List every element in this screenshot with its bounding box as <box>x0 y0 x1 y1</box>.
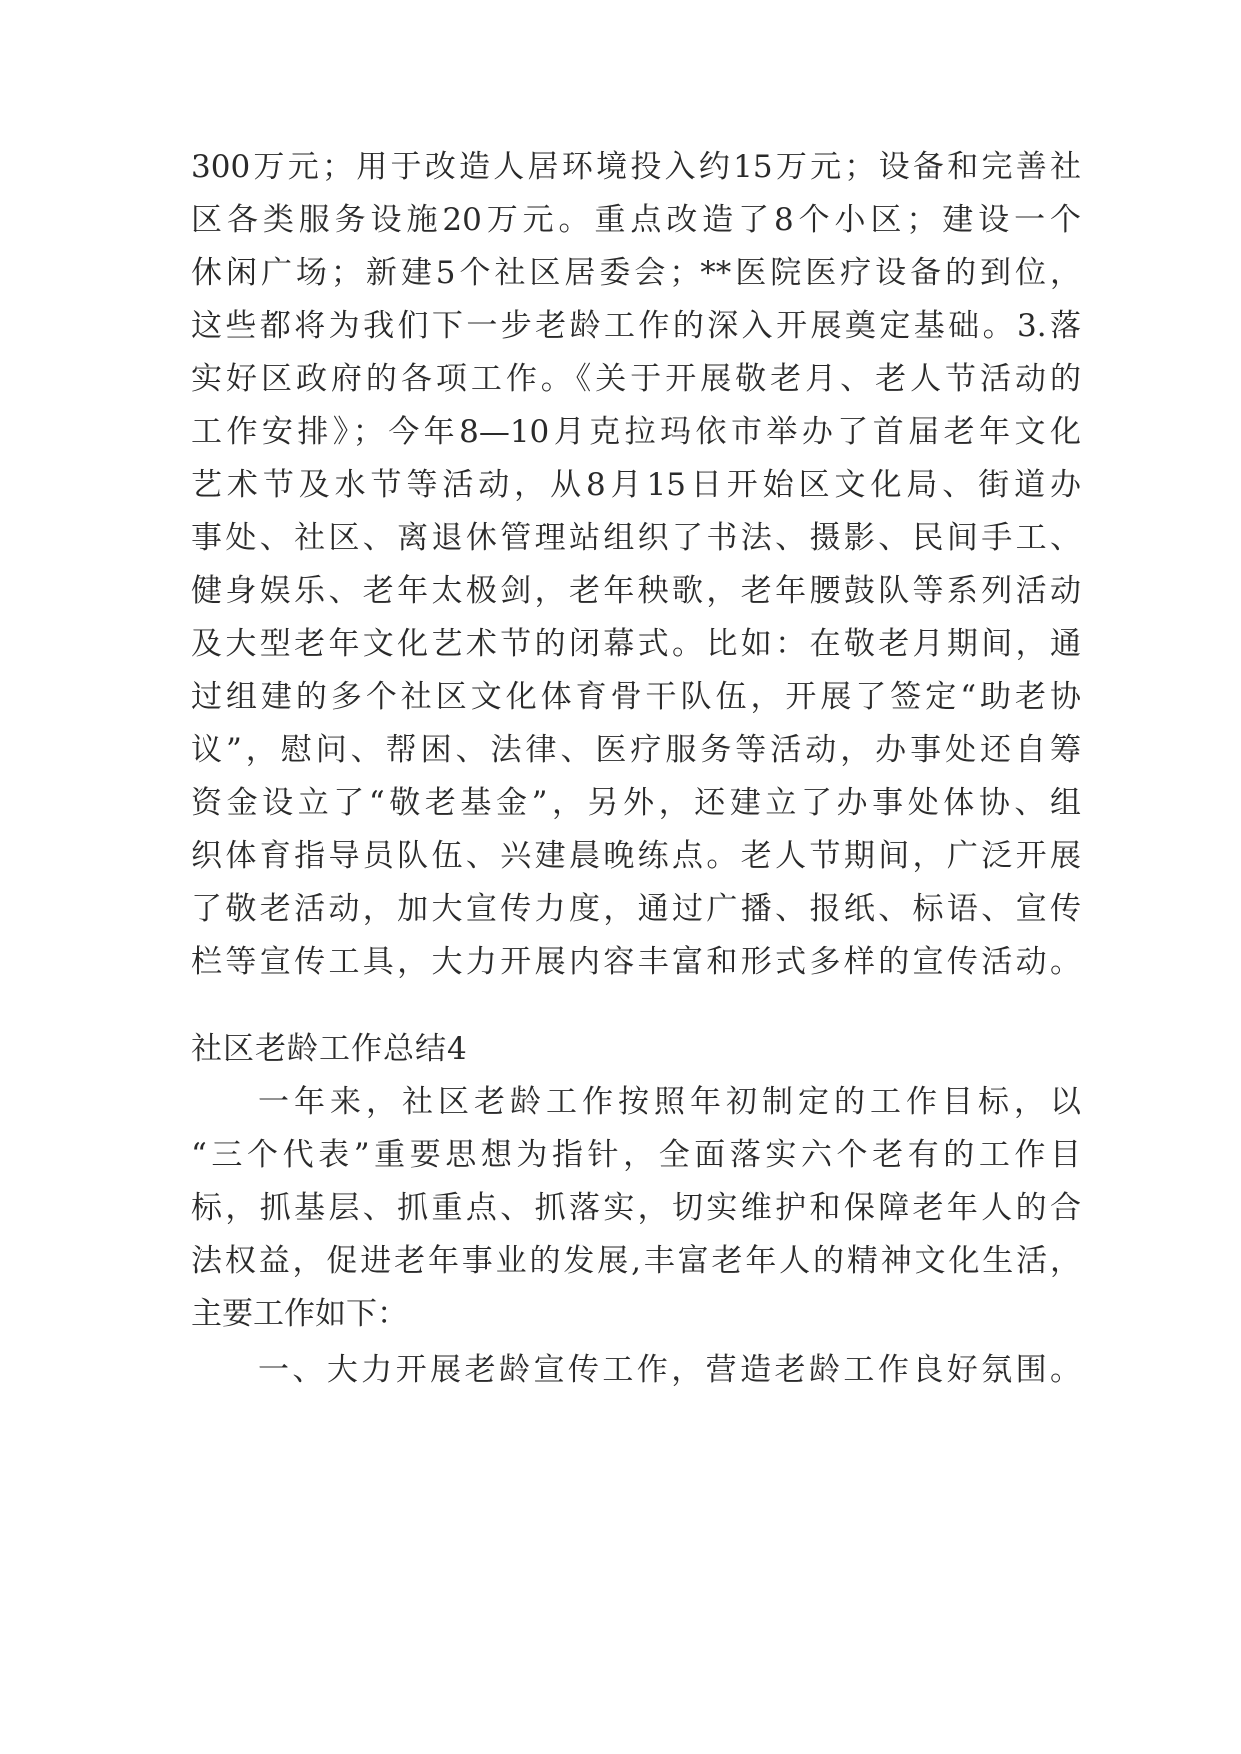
text-line: 休闲广场；新建5个社区居委会；**医院医疗设备的到位， <box>191 255 1081 291</box>
text-line: 事处、社区、离退休管理站组织了书法、摄影、民间手工、 <box>191 520 1081 556</box>
text-line: 栏等宣传工具，大力开展内容丰富和形式多样的宣传活动。 <box>191 944 1081 980</box>
text-line: 织体育指导员队伍、兴建晨晚练点。老人节期间，广泛开展 <box>191 838 1081 874</box>
text-line: 标，抓基层、抓重点、抓落实，切实维护和保障老年人的合 <box>191 1190 1081 1226</box>
text-line: 及大型老年文化艺术节的闭幕式。比如：在敬老月期间，通 <box>191 626 1081 662</box>
text-line: 主要工作如下： <box>191 1296 408 1332</box>
text-line: 资金设立了“敬老基金”，另外，还建立了办事处体协、组 <box>191 785 1081 821</box>
text-line: 健身娱乐、老年太极剑，老年秧歌，老年腰鼓队等系列活动 <box>191 573 1081 609</box>
text-line: 工作安排》；今年8—10月克拉玛依市举办了首届老年文化 <box>191 414 1081 450</box>
text-line: “三个代表”重要思想为指针，全面落实六个老有的工作目 <box>191 1137 1081 1173</box>
text-line: 实好区政府的各项工作。《关于开展敬老月、老人节活动的 <box>191 361 1081 397</box>
text-line: 区各类服务设施20万元。重点改造了8个小区；建设一个 <box>191 202 1081 238</box>
text-line: 一、大力开展老龄宣传工作，营造老龄工作良好氛围。 <box>258 1352 1081 1388</box>
text-line: 300万元；用于改造人居环境投入约15万元；设备和完善社 <box>191 149 1081 185</box>
text-line: 了敬老活动，加大宣传力度，通过广播、报纸、标语、宣传 <box>191 891 1081 927</box>
section-title: 社区老龄工作总结4 <box>191 1031 468 1067</box>
text-line: 过组建的多个社区文化体育骨干队伍，开展了签定“助老协 <box>191 679 1081 715</box>
text-line: 一年来，社区老龄工作按照年初制定的工作目标，以 <box>258 1084 1081 1120</box>
text-line: 议”，慰问、帮困、法律、医疗服务等活动，办事处还自筹 <box>191 732 1081 768</box>
text-line: 这些都将为我们下一步老龄工作的深入开展奠定基础。3.落 <box>191 308 1081 344</box>
text-line: 法权益，促进老年事业的发展,丰富老年人的精神文化生活， <box>191 1243 1081 1279</box>
text-line: 艺术节及水节等活动，从8月15日开始区文化局、街道办 <box>191 467 1081 503</box>
